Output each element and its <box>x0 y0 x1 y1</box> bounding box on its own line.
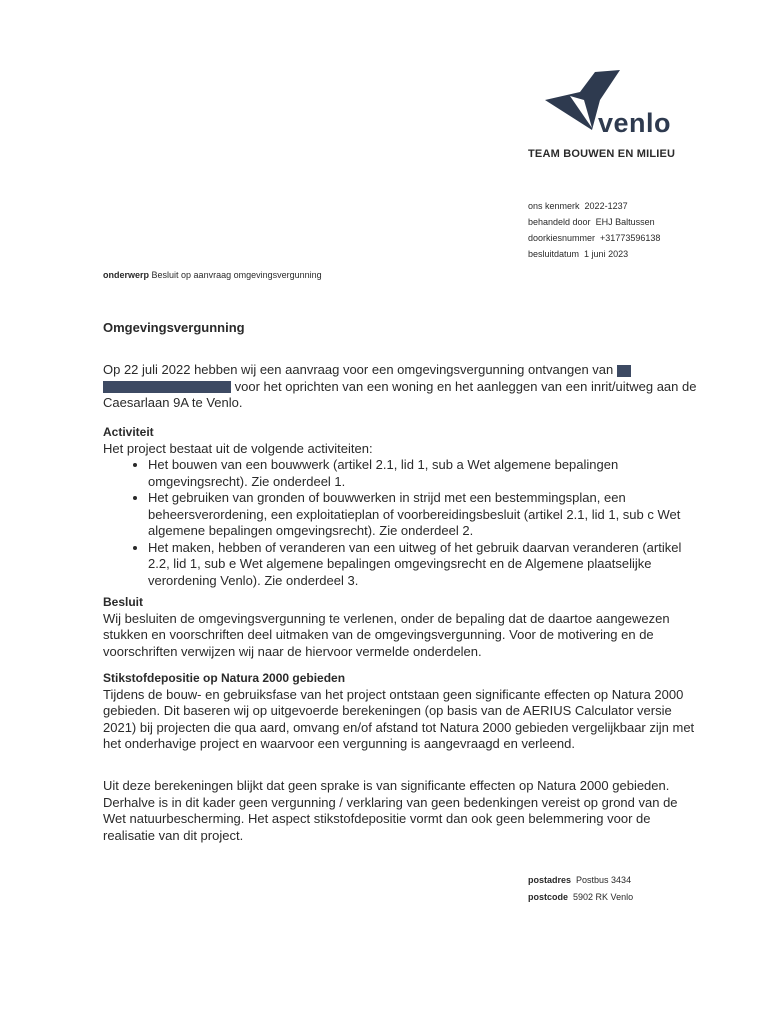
subject-line: onderwerp Besluit op aanvraag omgevingsvergunning <box>103 270 322 280</box>
letter-meta <box>528 198 660 262</box>
activity-list <box>103 457 703 589</box>
meta-row-doorkies: doorkiesnummer +31773596138 <box>528 233 661 243</box>
redacted-block <box>103 381 231 393</box>
section-besluit <box>103 594 703 660</box>
meta-row-kenmerk: ons kenmerk 2022-1237 <box>528 201 628 211</box>
section-title: Stikstofdepositie op Natura 2000 gebieden <box>103 671 346 685</box>
intro-paragraph: Op 22 juli 2022 hebben wij een aanvraag voor een omgevingsvergunning ontvangen van voor het oprichten van een woning en het aanleggen van een inrit/uitweg aan de Caesarlaan 9A te Venlo. <box>103 362 697 410</box>
meta-row-besluitdatum: besluitdatum 1 juni 2023 <box>528 249 629 259</box>
section-activiteit <box>103 424 703 589</box>
section-text: Wij besluiten de omgevingsvergunning te verlenen, onder de bepaling dat de daartoe aangewezen stukken en voorschriften deel uitmaken van de omgevingsvergunning. Voor de motivering en de voorschriften verwijzen wij naar de hiervoor vermelde onderdelen. <box>103 610 670 659</box>
section-title: Activiteit <box>103 425 154 439</box>
footer-row-postadres: postadres Postbus 3434 <box>528 875 632 885</box>
logo-wordmark: venlo <box>598 108 672 138</box>
footer-row-postcode: postcode 5902 RK Venlo <box>528 892 634 902</box>
section-text: Tijdens de bouw- en gebruiksfase van het project ontstaan geen significante effecten op Natura 2000 gebieden. Dit baseren wij op uitgevoerde berekeningen (op basis van de AERIUS Calculator versie 2021) bij projecten die qua aard, omvang en/of afstand tot Natura 2000 gebieden vergelijkbaar zijn met het onderhavige project en waarvoor een vergunning is aangevraagd en verleend. <box>103 686 695 751</box>
list-item: • Het bouwen van een bouwwerk (artikel 2.1, lid 1, sub a Wet algemene bepalingen omgevingsrecht). Zie onderdeel 1. <box>148 457 703 490</box>
list-item: • Het gebruiken van gronden of bouwwerken in strijd met een bestemmingsplan, een beheersverordening, een exploitatieplan of voorbereidingsbesluit (artikel 2.1, lid 1, sub c Wet algemene bepalingen omgevingsrecht). Zie onderdeel 2. <box>148 490 703 540</box>
page-title: Omgevingsvergunning <box>103 320 245 335</box>
section-lead: Het project bestaat uit de volgende activiteiten: <box>103 440 373 456</box>
section-stikstof <box>103 670 703 753</box>
section-title: Besluit <box>103 595 144 609</box>
department-name: TEAM BOUWEN EN MILIEU <box>528 148 676 160</box>
postal-address <box>528 872 633 906</box>
redacted-block <box>617 365 631 377</box>
section-stikstof-p2 <box>103 778 703 844</box>
meta-row-behandeld: behandeld door EHJ Baltussen <box>528 217 655 227</box>
section-text: Uit deze berekeningen blijkt dat geen sprake is van significante effecten op Natura 2000 gebieden. Derhalve is in dit kader geen vergunning / verklaring van geen bedenkingen vereist op grond van de Wet natuurbescherming. Het aspect stikstofdepositie vormt dan ook geen belemmering voor de realisatie van dit project. <box>103 778 678 843</box>
list-item: • Het maken, hebben of veranderen van een uitweg of het gebruik daarvan veranderen (artikel 2.2, lid 1, sub e Wet algemene bepalingen omgevingsrecht en de Algemene plaatselijke verordening Venlo). Zie onderdeel 3. <box>148 540 703 590</box>
